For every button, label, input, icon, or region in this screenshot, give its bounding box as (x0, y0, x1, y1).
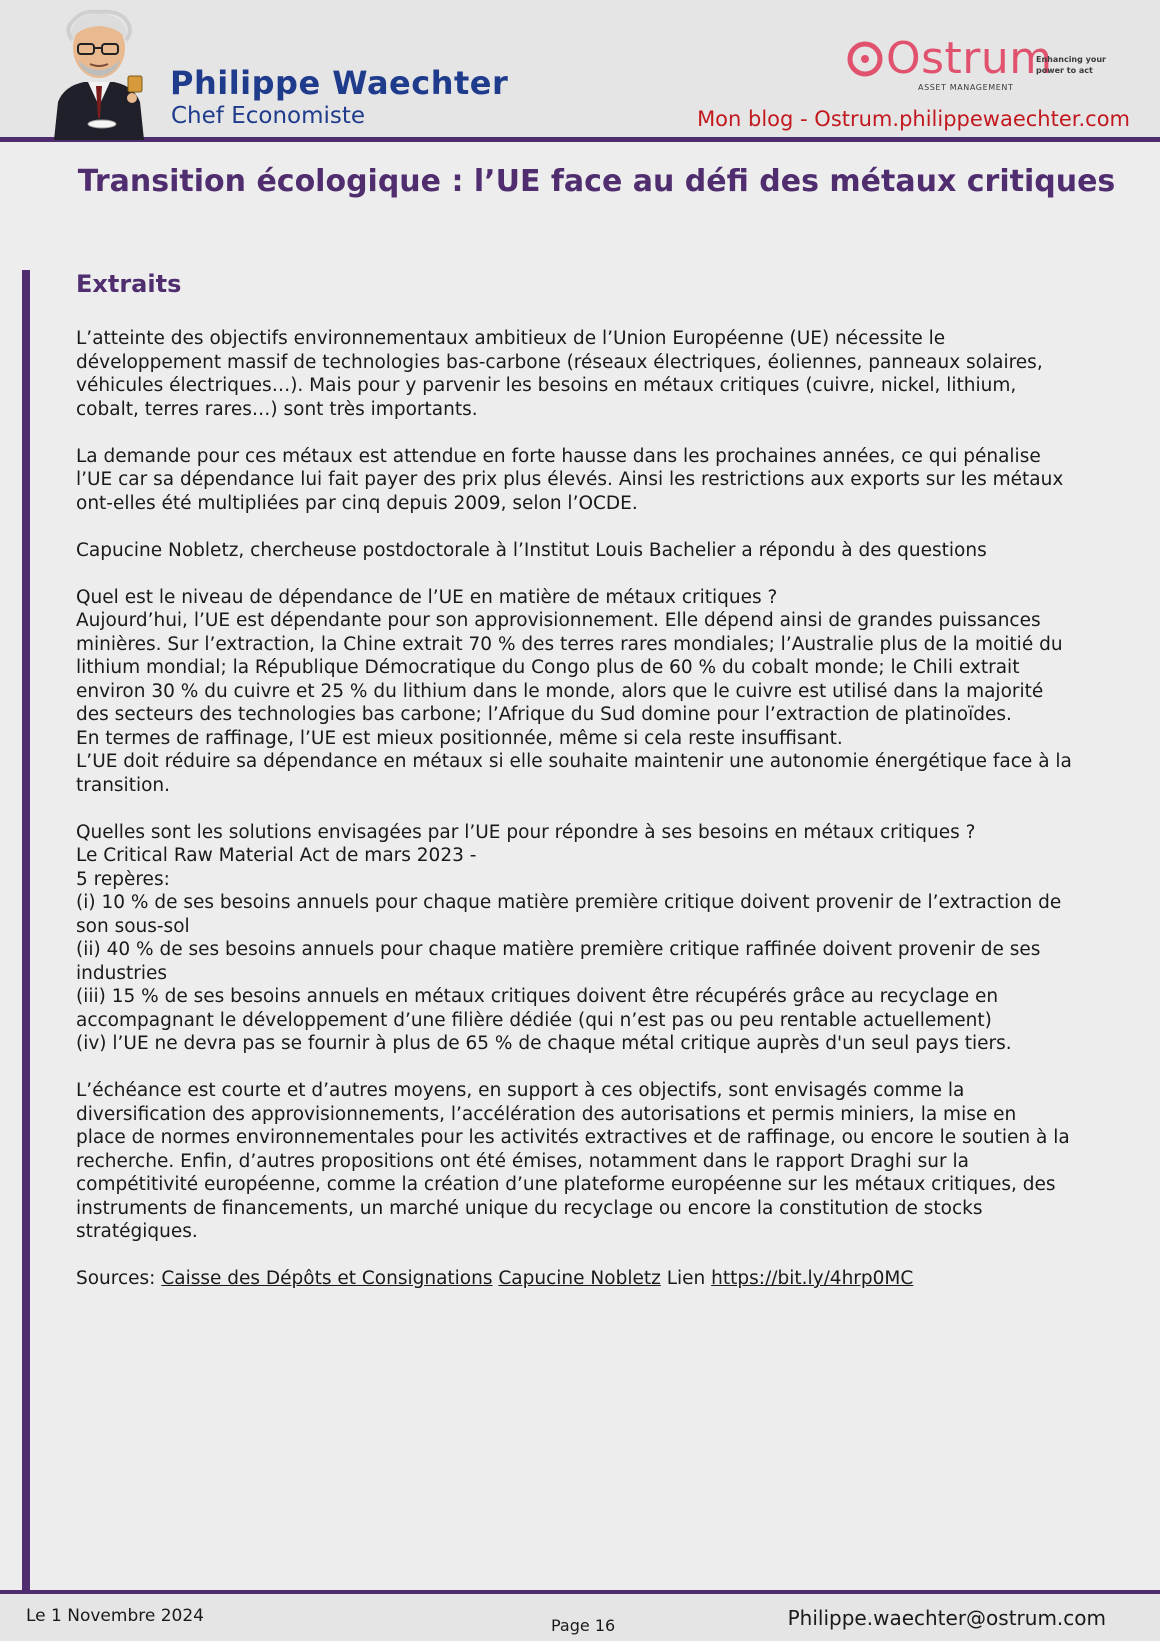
paragraph-line: Le Critical Raw Material Act de mars 2023 - (76, 845, 477, 866)
paragraph-line: L’UE doit réduire sa dépendance en métaux si elle souhaite maintenir une autonomie énergétique face à la (76, 751, 1072, 772)
paragraph-line: Aujourd’hui, l’UE est dépendante pour son approvisionnement. Elle dépend ainsi de grandes puissances (76, 610, 1041, 631)
author-avatar (44, 6, 154, 140)
paragraph-line: compétitivité européenne, comme la création d’une plateforme européenne sur les métaux critiques, des (76, 1174, 1056, 1195)
paragraph-line: (iii) 15 % de ses besoins annuels en métaux critiques doivent être récupérés grâce au recyclage en (76, 986, 999, 1007)
ostrum-logo-tagline: Enhancing your power to act (1036, 55, 1106, 75)
paragraph-line: accompagnant le développement d’une filière dédiée (qui n’est pas ou peu rentable actuellement) (76, 1009, 992, 1031)
paragraph (76, 586, 1138, 798)
paragraph-line: place de normes environnementales pour les activités extractives et de raffinage, ou encore le soutien à la (76, 1127, 1070, 1148)
paragraph-line: minières. Sur l’extraction, la Chine extrait 70 % des terres rares mondiales; l’Australie plus de la moitié du (76, 633, 1063, 655)
paragraph-line: Quel est le niveau de dépendance de l’UE en matière de métaux critiques ? (76, 586, 778, 608)
lien-label: Lien (666, 1268, 706, 1289)
paragraph-line: véhicules électriques…). Mais pour y parvenir les besoins en métaux critiques (cuivre, nickel, lithium, (76, 375, 1017, 396)
paragraph-line: 5 repères: (76, 868, 170, 890)
footer-email[interactable]: Philippe.waechter@ostrum.com (787, 1606, 1106, 1630)
section-title: Extraits (76, 270, 182, 298)
footer-page-number: Page 16 (551, 1616, 616, 1635)
paragraph-line: stratégiques. (76, 1221, 198, 1242)
blog-link[interactable]: Mon blog - Ostrum.philippewaechter.com (697, 107, 1130, 131)
left-accent-bar (22, 270, 30, 1590)
paragraph (76, 821, 1138, 1056)
paragraph-line: lithium mondial; la République Démocratique du Congo plus de 60 % du cobalt monde; le Chili extrait (76, 657, 1020, 678)
paragraph-line: (ii) 40 % de ses besoins annuels pour chaque matière première critique raffinée doivent provenir de ses (76, 939, 1041, 960)
paragraph-line: cobalt, terres rares…) sont très importants. (76, 398, 478, 420)
ostrum-logo-subtitle: ASSET MANAGEMENT (918, 83, 1014, 92)
ostrum-logo-text: Ostrum (886, 33, 1053, 84)
paragraph-line: En termes de raffinage, l’UE est mieux positionnée, même si cela reste insuffisant. (76, 727, 843, 749)
paragraph-line: Capucine Nobletz, chercheuse postdoctorale à l’Institut Louis Bachelier a répondu à des questions (76, 539, 987, 561)
paragraph (76, 327, 1138, 421)
article-paragraphs (76, 327, 1138, 1244)
source-link-nobletz[interactable]: Capucine Nobletz (498, 1268, 661, 1289)
paragraph-line: industries (76, 962, 167, 984)
paragraph (76, 1079, 1138, 1244)
paragraph-line: des secteurs des technologies bas carbone; l’Afrique du Sud domine pour l’extraction de platinoïdes. (76, 704, 1012, 725)
article-content (76, 269, 1138, 1314)
paragraph-line: Quelles sont les solutions envisagées par l’UE pour répondre à ses besoins en métaux critiques ? (76, 821, 976, 843)
paragraph-line: l’UE car sa dépendance lui fait payer des prix plus élevés. Ainsi les restrictions aux exports sur les métaux (76, 469, 1064, 490)
paragraph-line: transition. (76, 774, 171, 796)
paragraph-line: son sous-sol (76, 915, 190, 937)
paragraph-line: (iv) l’UE ne devra pas se fournir à plus de 65 % de chaque métal critique auprès d'un seul pays tiers. (76, 1033, 1012, 1054)
paragraph-line: La demande pour ces métaux est attendue en forte hausse dans les prochaines années, ce qui pénalise (76, 445, 1041, 467)
paragraph-line: développement massif de technologies bas-carbone (réseaux électriques, éoliennes, panneaux solaires, (76, 351, 1043, 373)
paragraph-line: (i) 10 % de ses besoins annuels pour chaque matière première critique doivent provenir de l’extraction de (76, 892, 1062, 913)
paragraph (76, 539, 1138, 563)
page-header (0, 0, 1160, 142)
author-role: Chef Economiste (171, 103, 366, 129)
paragraph-line: L’échéance est courte et d’autres moyens, en support à ces objectifs, sont envisagés comme la (76, 1080, 965, 1101)
ostrum-logo (846, 33, 1106, 94)
paragraph-line: instruments de financements, un marché unique du recyclage ou encore la constitution de stocks (76, 1197, 983, 1219)
paragraph-line: diversification des approvisionnements, l’accélération des autorisations et permis miniers, la mise en (76, 1103, 1017, 1125)
paragraph (76, 445, 1138, 516)
paragraph-line: ont-elles été multipliées par cinq depuis 2009, selon l’OCDE. (76, 492, 638, 514)
ostrum-logo-icon (846, 40, 884, 78)
source-link-cdc[interactable]: Caisse des Dépôts et Consignations (161, 1268, 493, 1289)
sources-label: Sources: (76, 1268, 156, 1289)
page-footer (0, 1590, 1160, 1641)
paragraph-line: recherche. Enfin, d’autres propositions ont été émises, notamment dans le rapport Draghi sur la (76, 1150, 969, 1172)
paragraph-line: L’atteinte des objectifs environnementaux ambitieux de l’Union Européenne (UE) nécessite le (76, 328, 946, 349)
page-title: Transition écologique : l’UE face au défi des métaux critiques (77, 164, 1116, 199)
paragraph-line: environ 30 % du cuivre et 25 % du lithium dans le monde, alors que le cuivre est utilisé dans la majorité (76, 680, 1044, 702)
footer-date: Le 1 Novembre 2024 (26, 1606, 204, 1626)
sources-line (76, 1267, 1138, 1291)
author-name: Philippe Waechter (170, 64, 509, 102)
source-url-link[interactable]: https://bit.ly/4hrp0MC (711, 1268, 914, 1289)
